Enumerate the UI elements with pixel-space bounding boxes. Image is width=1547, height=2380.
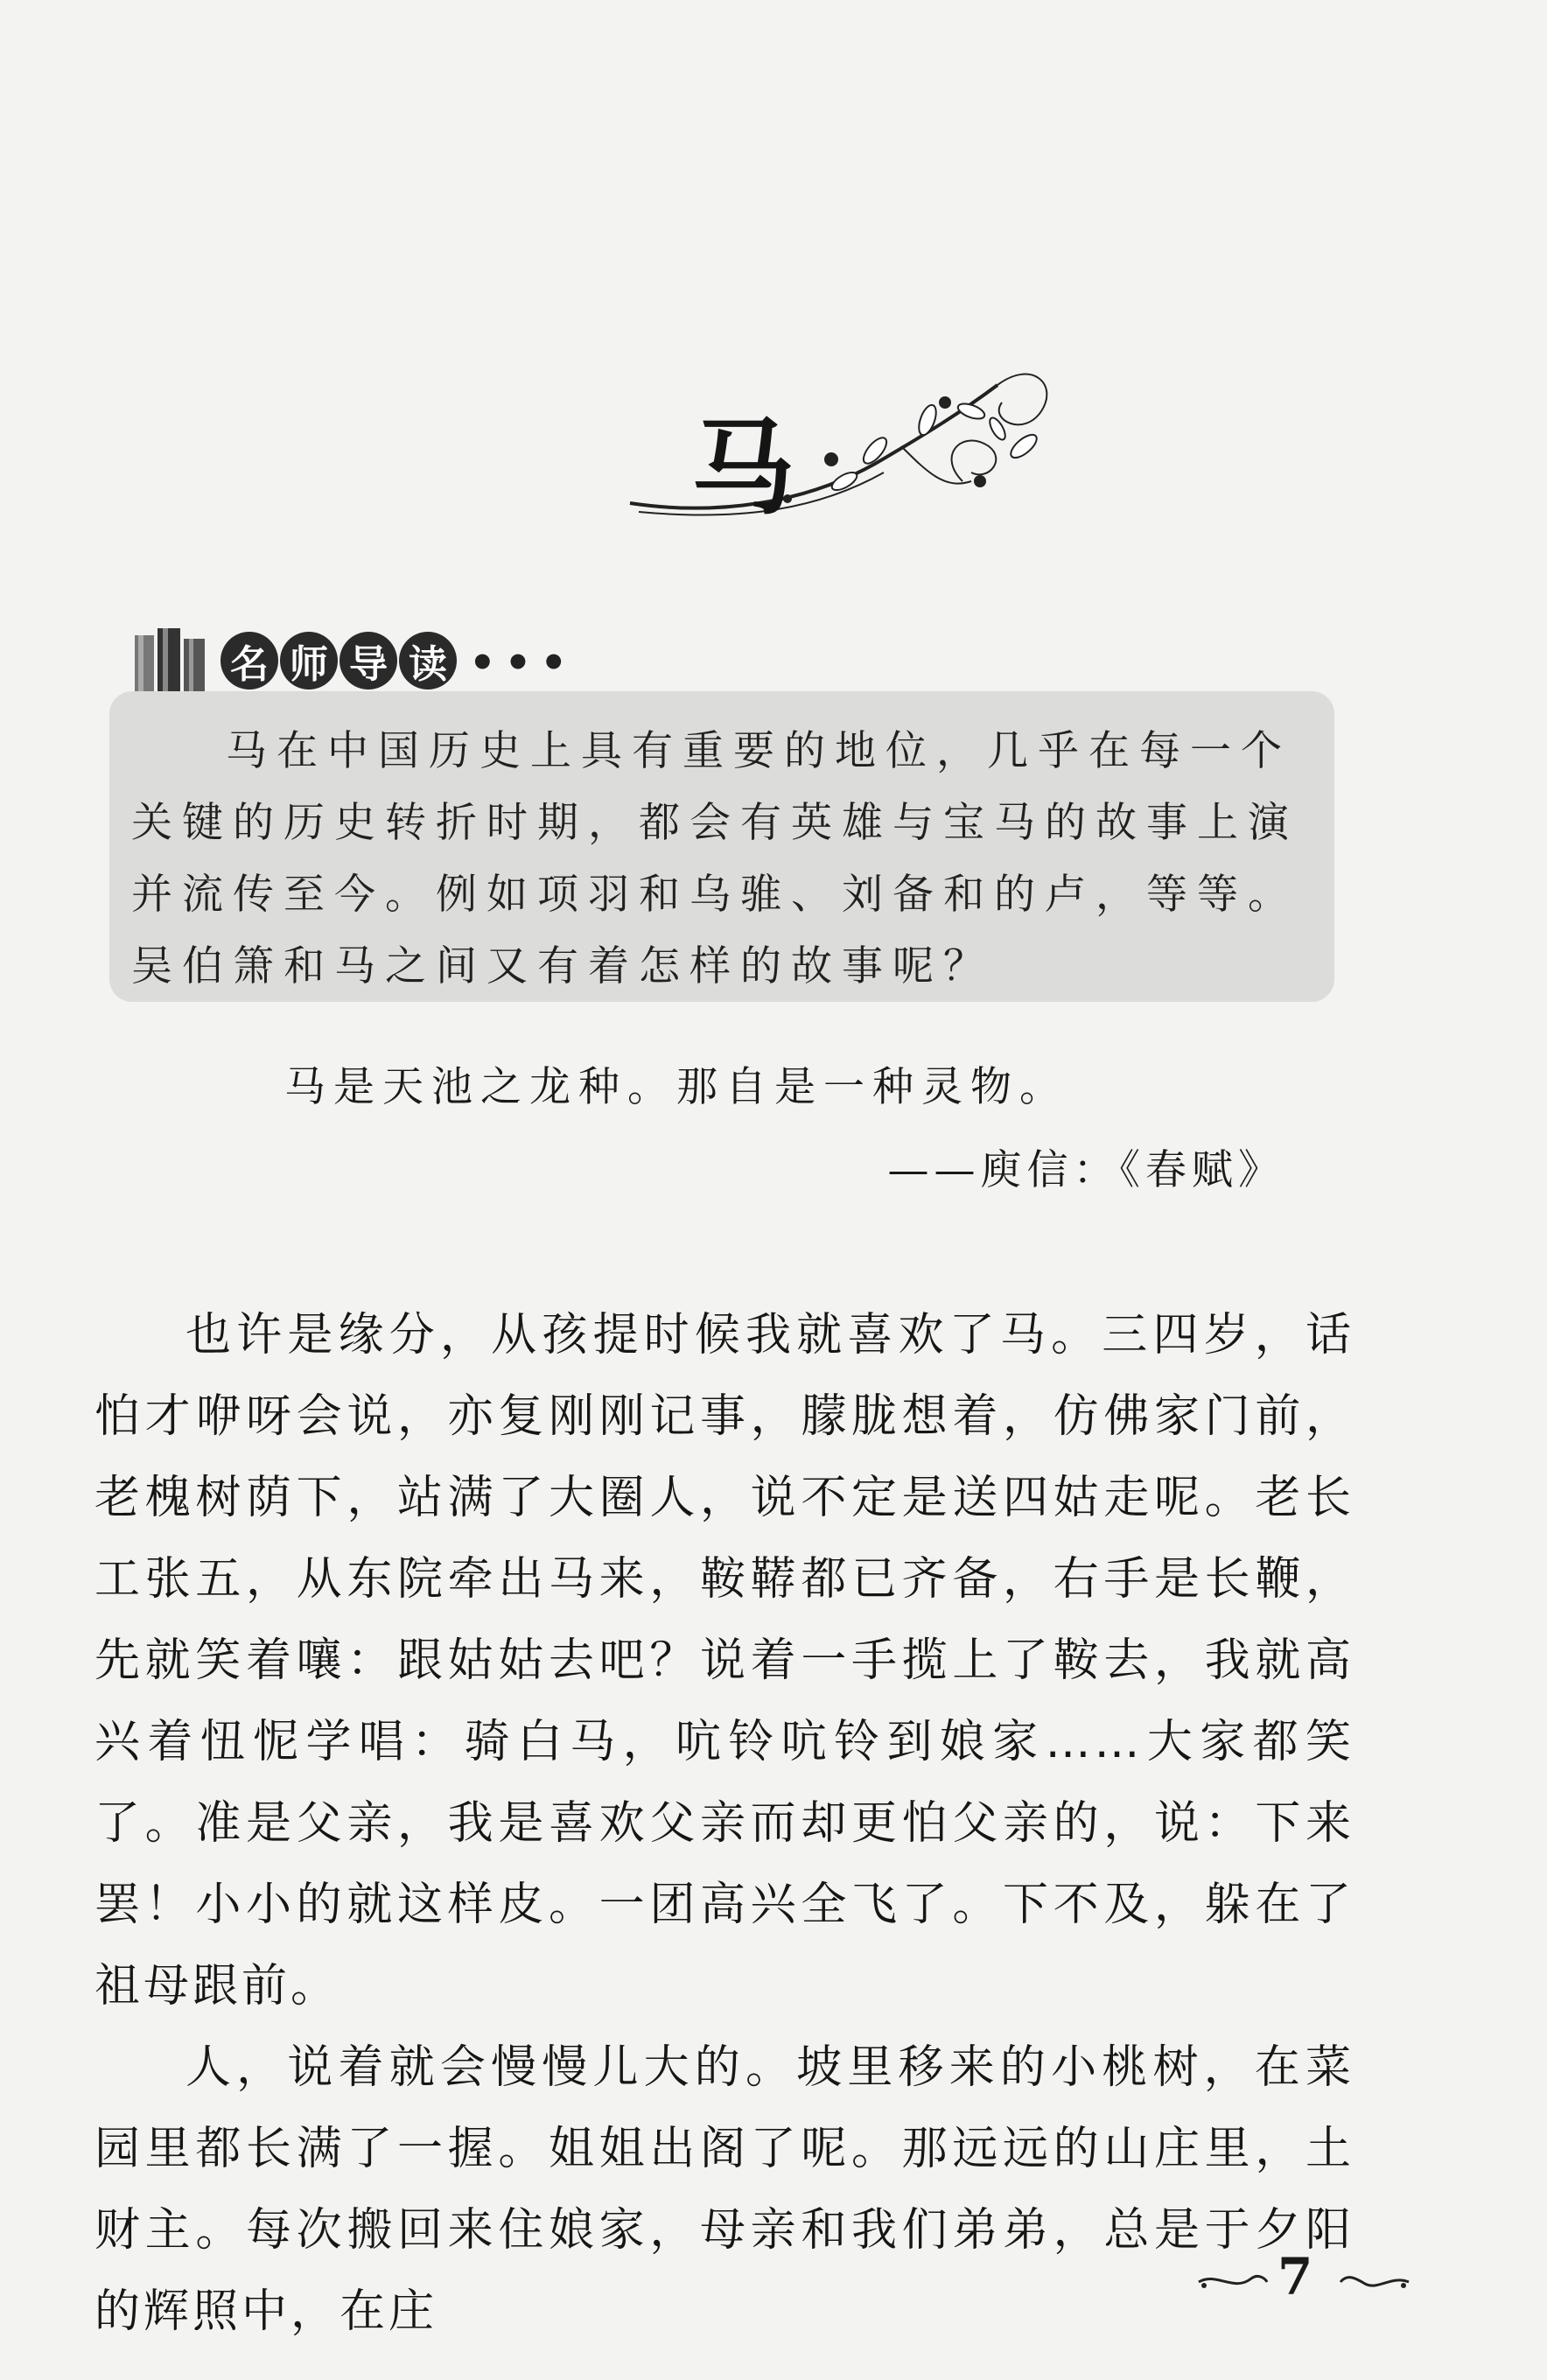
guide-badges <box>220 632 457 690</box>
guide-header <box>131 623 656 702</box>
chapter-title-block <box>612 350 1068 542</box>
epigraph-quote: 马是天池之龙种。那自是一种灵物。 <box>284 1063 1068 1111</box>
guide-dots: ••• <box>469 639 577 688</box>
guide-badge: 名 <box>220 632 278 690</box>
epigraph-source: ——庾信：《春赋》 <box>887 1146 1284 1194</box>
page-number: 7 <box>1278 2247 1313 2306</box>
books-icon <box>131 623 212 702</box>
guide-badge: 师 <box>280 632 338 690</box>
body-text <box>94 1295 1354 2353</box>
vine-ornament-icon <box>612 350 1068 542</box>
guide-badge: 读 <box>399 632 457 690</box>
page-number-block <box>1190 2240 1418 2319</box>
chapter-title: 马 <box>691 407 797 528</box>
guide-paragraph <box>131 716 1321 1003</box>
body-paragraph: 人，说着就会慢慢儿大的。坡里移来的小桃树，在菜园里都长满了一握。姐姐出阁了呢。那远远的山庄里，土财主。每次搬回来住娘家，母亲和我们弟弟，总是于夕阳的辉照中，在庄 <box>94 2041 1354 2338</box>
body-paragraph: 也许是缘分，从孩提时候我就喜欢了马。三四岁，话怕才咿呀会说，亦复刚刚记事，朦胧想着，仿佛家门前，老槐树荫下，站满了大圈人，说不定是送四姑走呢。老长工张五，从东院牵出马来，鞍鞯都已齐备，右手是长鞭，先就笑着嚷：跟姑姑去吧？说着一手揽上了鞍去，我就高兴着忸怩学唱：骑白马，吭铃吭铃到娘家……大家都笑了。准是父亲，我是喜欢父亲而却更怕父亲的，说：下来罢！小小的就这样皮。一团高兴全飞了。下不及，躲在了祖母跟前。 <box>94 1309 1354 2012</box>
guide-badge: 导 <box>340 632 397 690</box>
guide-paragraph-text: 马在中国历史上具有重要的地位，几乎在每一个关键的历史转折时期，都会有英雄与宝马的故事上演并流传至今。例如项羽和乌骓、刘备和的卢，等等。吴伯箫和马之间又有着怎样的故事呢？ <box>131 727 1298 990</box>
